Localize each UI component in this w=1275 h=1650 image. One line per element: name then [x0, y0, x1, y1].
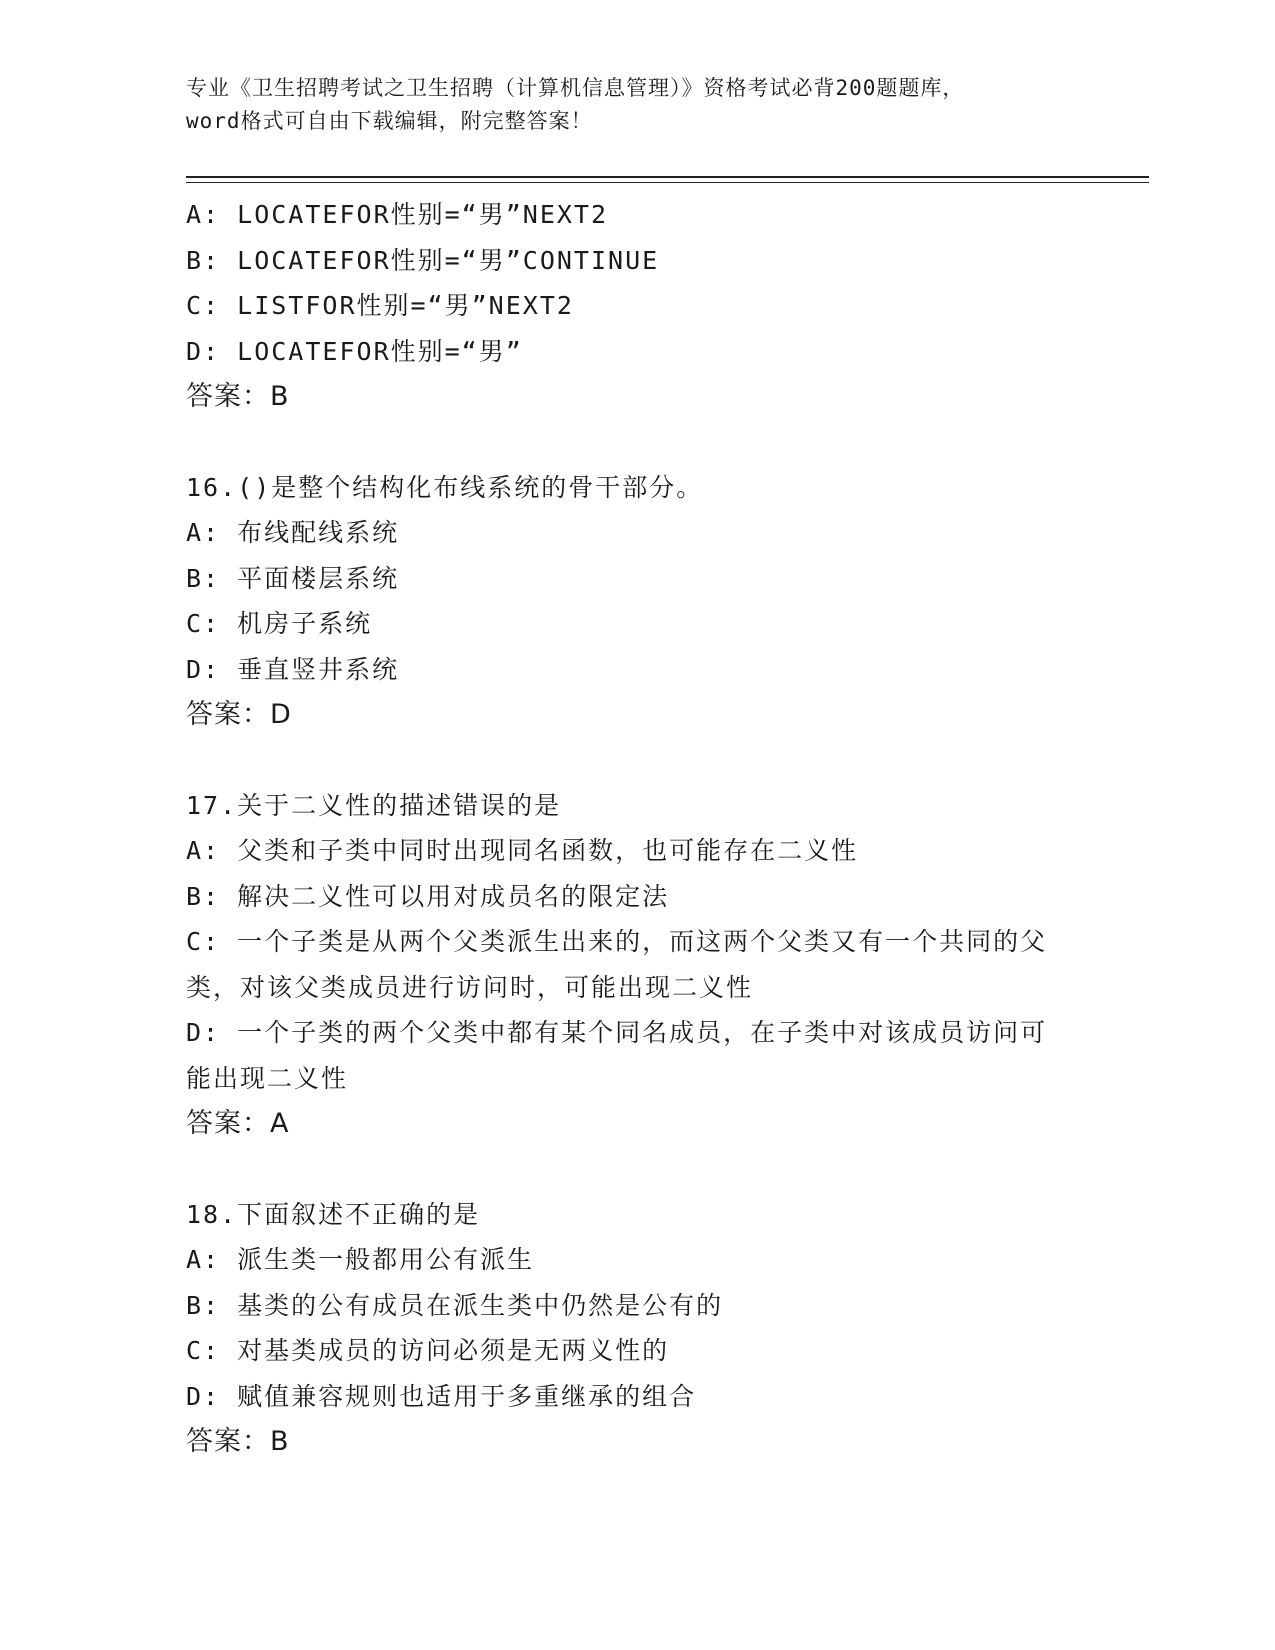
option-b: B: 平面楼层系统 [186, 563, 400, 593]
option-c: C: LISTFOR性别=“男”NEXT2 [186, 291, 574, 320]
header-line-2: word格式可自由下载编辑，附完整答案！ [186, 109, 593, 133]
question-16 [186, 465, 1086, 738]
question-list [186, 192, 1086, 1465]
option-a: A: LOCATEFOR性别=“男”NEXT2 [186, 200, 609, 229]
spacer [186, 738, 1086, 783]
option-b: B: LOCATEFOR性别=“男”CONTINUE [186, 245, 660, 275]
answer-line: 答案：B [186, 1426, 290, 1457]
option-c: C: 机房子系统 [186, 609, 373, 638]
question-17 [186, 783, 1086, 1147]
header-divider-thin [186, 182, 1149, 183]
option-c: C: 对基类成员的访问必须是无两义性的 [186, 1336, 670, 1365]
answer-line: 答案：D [186, 699, 292, 730]
answer-line: 答案：B [186, 381, 290, 412]
option-d: D: LOCATEFOR性别=“男” [186, 336, 523, 366]
answer-line: 答案：A [186, 1108, 290, 1139]
spacer [186, 420, 1086, 465]
header-line-1: 专业《卫生招聘考试之卫生招聘（计算机信息管理）》资格考试必背200题题库， [186, 76, 965, 100]
option-d: D: 赋值兼容规则也适用于多重继承的组合 [186, 1381, 697, 1411]
question-stem: 18.下面叙述不正确的是 [186, 1199, 481, 1229]
option-b: B: 基类的公有成员在派生类中仍然是公有的 [186, 1290, 724, 1320]
document-header [186, 72, 1086, 138]
option-a: A: 父类和子类中同时出现同名函数，也可能存在二义性 [186, 836, 859, 865]
option-c: C: 一个子类是从两个父类派生出来的，而这两个父类又有一个共同的父类，对该父类成员进行访问时，可能出现二义性 [186, 927, 1048, 1002]
spacer [186, 1147, 1086, 1192]
option-a: A: 派生类一般都用公有派生 [186, 1245, 535, 1274]
option-d: D: 垂直竖井系统 [186, 654, 400, 684]
option-a: A: 布线配线系统 [186, 518, 400, 547]
option-b: B: 解决二义性可以用对成员名的限定法 [186, 881, 670, 911]
question-15 [186, 192, 1086, 420]
header-divider-thick [186, 176, 1149, 178]
question-stem: 17.关于二义性的描述错误的是 [186, 790, 562, 820]
question-stem: 16.()是整个结构化布线系统的骨干部分。 [186, 472, 704, 502]
question-18 [186, 1192, 1086, 1465]
option-d: D: 一个子类的两个父类中都有某个同名成员，在子类中对该成员访问可能出现二义性 [186, 1018, 1048, 1093]
